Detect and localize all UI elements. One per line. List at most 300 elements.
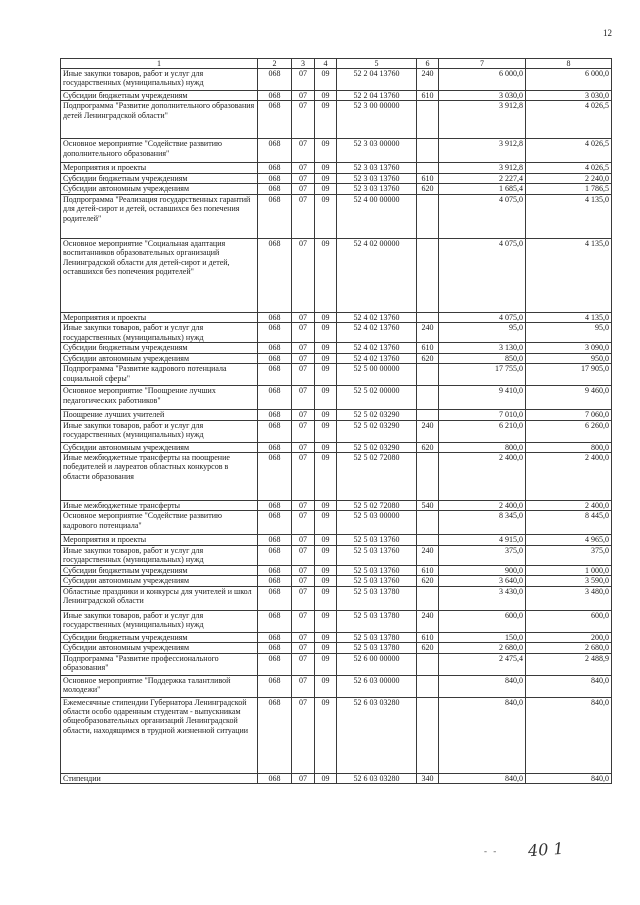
row-code-expense-type: 240	[417, 420, 439, 442]
row-code-expense-type: 240	[417, 323, 439, 343]
row-amount-year-2: 3 090,0	[526, 343, 612, 353]
row-code-admin: 068	[258, 312, 292, 322]
row-code-admin: 068	[258, 565, 292, 575]
row-amount-year-1: 4 075,0	[439, 238, 526, 312]
row-code-subsection: 09	[315, 535, 337, 545]
row-amount-year-1: 900,0	[439, 565, 526, 575]
row-code-expense-type: 610	[417, 632, 439, 642]
row-code-expense-type: 620	[417, 353, 439, 363]
row-code-subsection: 09	[315, 511, 337, 535]
row-code-section: 07	[292, 163, 315, 173]
table-row	[61, 343, 612, 353]
row-amount-year-1: 2 475,4	[439, 653, 526, 675]
row-code-section: 07	[292, 511, 315, 535]
table-row	[61, 91, 612, 101]
row-amount-year-1: 600,0	[439, 610, 526, 632]
row-amount-year-1: 17 755,0	[439, 364, 526, 386]
row-amount-year-1: 2 227,4	[439, 173, 526, 183]
row-code-section: 07	[292, 420, 315, 442]
row-code-subsection: 09	[315, 312, 337, 322]
row-name: Основное мероприятие "Поддержка талантливой молодежи"	[61, 675, 258, 697]
row-code-expense-type	[417, 194, 439, 238]
row-code-expense-type	[417, 675, 439, 697]
table-row	[61, 632, 612, 642]
row-code-subsection: 09	[315, 101, 337, 139]
row-code-expense-type: 620	[417, 184, 439, 194]
row-code-expense-type	[417, 586, 439, 610]
row-code-subsection: 09	[315, 632, 337, 642]
row-amount-year-2: 2 488,9	[526, 653, 612, 675]
row-code-section: 07	[292, 101, 315, 139]
row-code-subsection: 09	[315, 610, 337, 632]
row-code-subsection: 09	[315, 420, 337, 442]
row-name: Субсидии бюджетным учреждениям	[61, 91, 258, 101]
row-code-target: 52 5 03 13760	[337, 535, 417, 545]
row-name: Основное мероприятие "Содействие развитию кадрового потенциала"	[61, 511, 258, 535]
row-code-target: 52 2 04 13760	[337, 69, 417, 91]
row-code-target: 52 5 03 00000	[337, 511, 417, 535]
row-code-target: 52 4 02 13760	[337, 312, 417, 322]
row-name: Основное мероприятие "Поощрение лучших педагогических работников"	[61, 386, 258, 410]
row-code-section: 07	[292, 353, 315, 363]
row-code-target: 52 4 02 13760	[337, 323, 417, 343]
column-header: 4	[315, 59, 337, 69]
row-code-section: 07	[292, 410, 315, 420]
table-row	[61, 139, 612, 163]
row-code-admin: 068	[258, 163, 292, 173]
row-amount-year-2: 4 026,5	[526, 101, 612, 139]
row-code-target: 52 3 00 00000	[337, 101, 417, 139]
row-amount-year-2: 95,0	[526, 323, 612, 343]
row-code-admin: 068	[258, 173, 292, 183]
row-amount-year-2: 375,0	[526, 545, 612, 565]
table-row	[61, 312, 612, 322]
table-row	[61, 101, 612, 139]
row-code-admin: 068	[258, 586, 292, 610]
table-row	[61, 697, 612, 773]
row-code-subsection: 09	[315, 773, 337, 783]
row-amount-year-2: 600,0	[526, 610, 612, 632]
row-code-section: 07	[292, 139, 315, 163]
table-row	[61, 511, 612, 535]
row-amount-year-1: 3 640,0	[439, 576, 526, 586]
row-amount-year-1: 4 075,0	[439, 194, 526, 238]
row-name: Субсидии бюджетным учреждениям	[61, 343, 258, 353]
row-amount-year-2: 1 000,0	[526, 565, 612, 575]
footer-marks: - -	[484, 846, 499, 856]
row-code-section: 07	[292, 194, 315, 238]
row-code-admin: 068	[258, 442, 292, 452]
row-code-admin: 068	[258, 643, 292, 653]
table-row	[61, 586, 612, 610]
row-code-target: 52 5 02 72080	[337, 452, 417, 500]
row-code-expense-type: 540	[417, 500, 439, 510]
row-name: Подпрограмма "Развитие кадрового потенциала социальной сферы"	[61, 364, 258, 386]
row-code-subsection: 09	[315, 653, 337, 675]
row-code-admin: 068	[258, 139, 292, 163]
row-name: Иные закупки товаров, работ и услуг для государственных (муниципальных) нужд	[61, 420, 258, 442]
table-row	[61, 69, 612, 91]
row-code-subsection: 09	[315, 194, 337, 238]
row-amount-year-1: 3 912,8	[439, 139, 526, 163]
row-amount-year-1: 840,0	[439, 675, 526, 697]
row-code-subsection: 09	[315, 364, 337, 386]
row-amount-year-1: 3 912,8	[439, 101, 526, 139]
row-code-admin: 068	[258, 535, 292, 545]
table-row	[61, 653, 612, 675]
row-code-expense-type: 610	[417, 343, 439, 353]
row-amount-year-1: 8 345,0	[439, 511, 526, 535]
row-code-admin: 068	[258, 576, 292, 586]
row-code-target: 52 5 03 13760	[337, 545, 417, 565]
row-code-subsection: 09	[315, 139, 337, 163]
column-header: 2	[258, 59, 292, 69]
table-row	[61, 163, 612, 173]
row-amount-year-1: 2 400,0	[439, 452, 526, 500]
row-code-admin: 068	[258, 343, 292, 353]
table-row	[61, 500, 612, 510]
row-name: Иные закупки товаров, работ и услуг для государственных (муниципальных) нужд	[61, 610, 258, 632]
row-code-target: 52 5 03 13780	[337, 610, 417, 632]
row-code-section: 07	[292, 586, 315, 610]
row-amount-year-2: 1 786,5	[526, 184, 612, 194]
row-amount-year-2: 17 905,0	[526, 364, 612, 386]
row-code-subsection: 09	[315, 163, 337, 173]
row-code-admin: 068	[258, 353, 292, 363]
row-code-section: 07	[292, 565, 315, 575]
row-code-admin: 068	[258, 773, 292, 783]
table-row	[61, 386, 612, 410]
row-amount-year-2: 8 445,0	[526, 511, 612, 535]
column-header: 6	[417, 59, 439, 69]
column-header: 7	[439, 59, 526, 69]
row-code-subsection: 09	[315, 410, 337, 420]
row-amount-year-2: 6 260,0	[526, 420, 612, 442]
row-amount-year-1: 3 912,8	[439, 163, 526, 173]
row-code-section: 07	[292, 69, 315, 91]
row-amount-year-2: 4 135,0	[526, 194, 612, 238]
row-code-admin: 068	[258, 500, 292, 510]
row-code-section: 07	[292, 576, 315, 586]
row-code-admin: 068	[258, 610, 292, 632]
row-code-target: 52 3 03 00000	[337, 139, 417, 163]
row-code-subsection: 09	[315, 91, 337, 101]
row-code-admin: 068	[258, 238, 292, 312]
row-code-section: 07	[292, 675, 315, 697]
row-code-admin: 068	[258, 184, 292, 194]
row-code-target: 52 4 02 13760	[337, 343, 417, 353]
row-code-target: 52 3 03 13760	[337, 173, 417, 183]
row-code-subsection: 09	[315, 323, 337, 343]
row-amount-year-1: 3 130,0	[439, 343, 526, 353]
row-code-target: 52 5 03 13780	[337, 586, 417, 610]
row-code-expense-type	[417, 139, 439, 163]
row-code-admin: 068	[258, 194, 292, 238]
row-amount-year-2: 4 026,5	[526, 163, 612, 173]
row-code-expense-type	[417, 511, 439, 535]
row-code-subsection: 09	[315, 69, 337, 91]
row-amount-year-1: 95,0	[439, 323, 526, 343]
row-name: Поощрение лучших учителей	[61, 410, 258, 420]
row-amount-year-1: 800,0	[439, 442, 526, 452]
row-code-subsection: 09	[315, 697, 337, 773]
table-row	[61, 452, 612, 500]
row-code-admin: 068	[258, 632, 292, 642]
row-name: Основное мероприятие "Содействие развитию дополнительного образования"	[61, 139, 258, 163]
row-code-expense-type	[417, 312, 439, 322]
row-name: Субсидии автономным учреждениям	[61, 643, 258, 653]
row-code-subsection: 09	[315, 184, 337, 194]
row-code-subsection: 09	[315, 675, 337, 697]
row-code-section: 07	[292, 184, 315, 194]
row-amount-year-2: 3 480,0	[526, 586, 612, 610]
row-code-subsection: 09	[315, 565, 337, 575]
row-amount-year-1: 7 010,0	[439, 410, 526, 420]
row-name: Субсидии автономным учреждениям	[61, 184, 258, 194]
table-body	[61, 69, 612, 784]
row-name: Иные межбюджетные трансферты на поощрение победителей и лауреатов областных конкурсов в области образования	[61, 452, 258, 500]
table-row	[61, 420, 612, 442]
row-amount-year-1: 840,0	[439, 697, 526, 773]
row-amount-year-1: 150,0	[439, 632, 526, 642]
row-name: Иные закупки товаров, работ и услуг для государственных (муниципальных) нужд	[61, 323, 258, 343]
table-row	[61, 565, 612, 575]
column-header: 3	[292, 59, 315, 69]
row-code-target: 52 6 03 00000	[337, 675, 417, 697]
row-code-subsection: 09	[315, 545, 337, 565]
row-code-target: 52 5 02 00000	[337, 386, 417, 410]
table-row	[61, 353, 612, 363]
row-amount-year-2: 3 590,0	[526, 576, 612, 586]
table-header-row	[61, 59, 612, 69]
row-code-section: 07	[292, 773, 315, 783]
row-code-subsection: 09	[315, 452, 337, 500]
row-code-admin: 068	[258, 511, 292, 535]
row-amount-year-2: 2 400,0	[526, 500, 612, 510]
row-code-target: 52 5 03 13760	[337, 576, 417, 586]
row-code-expense-type	[417, 364, 439, 386]
row-code-section: 07	[292, 364, 315, 386]
row-code-admin: 068	[258, 323, 292, 343]
row-code-section: 07	[292, 343, 315, 353]
table-row	[61, 194, 612, 238]
row-code-expense-type	[417, 410, 439, 420]
row-code-target: 52 6 03 03280	[337, 697, 417, 773]
row-amount-year-1: 3 030,0	[439, 91, 526, 101]
row-code-admin: 068	[258, 69, 292, 91]
row-code-expense-type	[417, 697, 439, 773]
row-name: Ежемесячные стипендии Губернатора Ленинградской области особо одаренным студентам - выпускникам общеобразовательных организаций Ленинградской области, находящимся в трудной жизненной ситуации	[61, 697, 258, 773]
row-amount-year-1: 850,0	[439, 353, 526, 363]
row-code-section: 07	[292, 632, 315, 642]
row-amount-year-2: 2 680,0	[526, 643, 612, 653]
row-code-target: 52 5 03 13760	[337, 565, 417, 575]
row-name: Субсидии бюджетным учреждениям	[61, 632, 258, 642]
row-code-subsection: 09	[315, 343, 337, 353]
table-row	[61, 675, 612, 697]
row-name: Подпрограмма "Реализация государственных гарантий для детей-сирот и детей, оставшихся без попечения родителей"	[61, 194, 258, 238]
column-header: 5	[337, 59, 417, 69]
row-code-target: 52 4 00 00000	[337, 194, 417, 238]
budget-table	[60, 58, 612, 784]
row-amount-year-1: 2 400,0	[439, 500, 526, 510]
row-code-subsection: 09	[315, 500, 337, 510]
row-amount-year-2: 800,0	[526, 442, 612, 452]
row-amount-year-1: 6 000,0	[439, 69, 526, 91]
row-code-target: 52 3 03 13760	[337, 184, 417, 194]
row-code-admin: 068	[258, 364, 292, 386]
row-amount-year-2: 950,0	[526, 353, 612, 363]
row-amount-year-1: 6 210,0	[439, 420, 526, 442]
column-header: 1	[61, 59, 258, 69]
row-amount-year-2: 4 026,5	[526, 139, 612, 163]
row-code-section: 07	[292, 535, 315, 545]
row-amount-year-2: 840,0	[526, 697, 612, 773]
row-code-subsection: 09	[315, 643, 337, 653]
row-code-expense-type: 240	[417, 610, 439, 632]
row-code-section: 07	[292, 442, 315, 452]
row-name: Мероприятия и проекты	[61, 163, 258, 173]
row-amount-year-1: 840,0	[439, 773, 526, 783]
row-amount-year-2: 2 240,0	[526, 173, 612, 183]
row-code-target: 52 5 02 03290	[337, 442, 417, 452]
row-code-target: 52 5 02 03290	[337, 410, 417, 420]
row-code-admin: 068	[258, 410, 292, 420]
row-name: Мероприятия и проекты	[61, 312, 258, 322]
table-row	[61, 442, 612, 452]
row-name: Субсидии бюджетным учреждениям	[61, 565, 258, 575]
row-code-subsection: 09	[315, 353, 337, 363]
table-row	[61, 576, 612, 586]
row-code-target: 52 2 04 13760	[337, 91, 417, 101]
row-code-expense-type	[417, 386, 439, 410]
row-code-section: 07	[292, 238, 315, 312]
row-code-admin: 068	[258, 101, 292, 139]
row-amount-year-1: 1 685,4	[439, 184, 526, 194]
table-row	[61, 364, 612, 386]
table-row	[61, 545, 612, 565]
table-row	[61, 238, 612, 312]
row-code-expense-type: 610	[417, 173, 439, 183]
table-row	[61, 173, 612, 183]
row-amount-year-1: 9 410,0	[439, 386, 526, 410]
row-name: Иные межбюджетные трансферты	[61, 500, 258, 510]
row-code-target: 52 6 00 00000	[337, 653, 417, 675]
row-code-target: 52 4 02 13760	[337, 353, 417, 363]
row-code-section: 07	[292, 643, 315, 653]
row-name: Субсидии автономным учреждениям	[61, 442, 258, 452]
row-amount-year-2: 6 000,0	[526, 69, 612, 91]
row-code-expense-type: 620	[417, 576, 439, 586]
row-amount-year-1: 2 680,0	[439, 643, 526, 653]
handwritten-page-mark: 40 1	[527, 838, 565, 861]
row-code-admin: 068	[258, 420, 292, 442]
row-code-subsection: 09	[315, 386, 337, 410]
row-code-subsection: 09	[315, 576, 337, 586]
row-code-admin: 068	[258, 91, 292, 101]
row-amount-year-2: 2 400,0	[526, 452, 612, 500]
page-number: 12	[603, 28, 612, 38]
row-name: Иные закупки товаров, работ и услуг для государственных (муниципальных) нужд	[61, 545, 258, 565]
row-amount-year-2: 3 030,0	[526, 91, 612, 101]
row-amount-year-1: 3 430,0	[439, 586, 526, 610]
row-code-section: 07	[292, 500, 315, 510]
row-code-target: 52 5 03 13780	[337, 632, 417, 642]
table-row	[61, 410, 612, 420]
table-row	[61, 773, 612, 783]
row-name: Основное мероприятие "Социальная адаптация воспитанников образовательных организаций Ленинградской области для детей-сирот и детей, оставшихся без попечения родителей"	[61, 238, 258, 312]
row-name: Субсидии автономным учреждениям	[61, 576, 258, 586]
row-code-section: 07	[292, 653, 315, 675]
row-code-expense-type	[417, 653, 439, 675]
row-code-section: 07	[292, 697, 315, 773]
row-amount-year-2: 7 060,0	[526, 410, 612, 420]
table-row	[61, 643, 612, 653]
row-code-admin: 068	[258, 697, 292, 773]
row-code-section: 07	[292, 610, 315, 632]
row-code-target: 52 5 00 00000	[337, 364, 417, 386]
row-code-section: 07	[292, 173, 315, 183]
row-code-expense-type: 610	[417, 91, 439, 101]
row-code-subsection: 09	[315, 238, 337, 312]
row-code-expense-type: 620	[417, 643, 439, 653]
row-code-expense-type: 240	[417, 69, 439, 91]
row-code-expense-type	[417, 535, 439, 545]
row-code-subsection: 09	[315, 173, 337, 183]
row-code-target: 52 5 03 13780	[337, 643, 417, 653]
row-code-admin: 068	[258, 386, 292, 410]
table-row	[61, 610, 612, 632]
row-code-expense-type: 620	[417, 442, 439, 452]
row-amount-year-2: 840,0	[526, 773, 612, 783]
row-amount-year-2: 200,0	[526, 632, 612, 642]
row-code-admin: 068	[258, 545, 292, 565]
row-amount-year-2: 4 135,0	[526, 238, 612, 312]
row-code-expense-type	[417, 238, 439, 312]
row-code-admin: 068	[258, 675, 292, 697]
row-amount-year-2: 9 460,0	[526, 386, 612, 410]
row-code-admin: 068	[258, 653, 292, 675]
row-code-expense-type: 610	[417, 565, 439, 575]
row-code-subsection: 09	[315, 586, 337, 610]
row-amount-year-2: 4 135,0	[526, 312, 612, 322]
table-row	[61, 323, 612, 343]
row-name: Подпрограмма "Развитие профессионального образования"	[61, 653, 258, 675]
row-amount-year-2: 840,0	[526, 675, 612, 697]
row-amount-year-1: 4 915,0	[439, 535, 526, 545]
row-code-target: 52 5 02 72080	[337, 500, 417, 510]
row-code-target: 52 5 02 03290	[337, 420, 417, 442]
row-name: Подпрограмма "Развитие дополнительного образования детей Ленинградской области"	[61, 101, 258, 139]
row-code-target: 52 6 03 03280	[337, 773, 417, 783]
row-code-expense-type: 340	[417, 773, 439, 783]
row-amount-year-1: 4 075,0	[439, 312, 526, 322]
row-code-target: 52 4 02 00000	[337, 238, 417, 312]
row-code-section: 07	[292, 545, 315, 565]
row-code-subsection: 09	[315, 442, 337, 452]
row-name: Мероприятия и проекты	[61, 535, 258, 545]
row-amount-year-2: 4 965,0	[526, 535, 612, 545]
row-code-section: 07	[292, 91, 315, 101]
row-code-expense-type: 240	[417, 545, 439, 565]
row-name: Иные закупки товаров, работ и услуг для государственных (муниципальных) нужд	[61, 69, 258, 91]
row-code-expense-type	[417, 452, 439, 500]
row-code-section: 07	[292, 452, 315, 500]
column-header: 8	[526, 59, 612, 69]
table-row	[61, 184, 612, 194]
table-row	[61, 535, 612, 545]
row-code-section: 07	[292, 323, 315, 343]
